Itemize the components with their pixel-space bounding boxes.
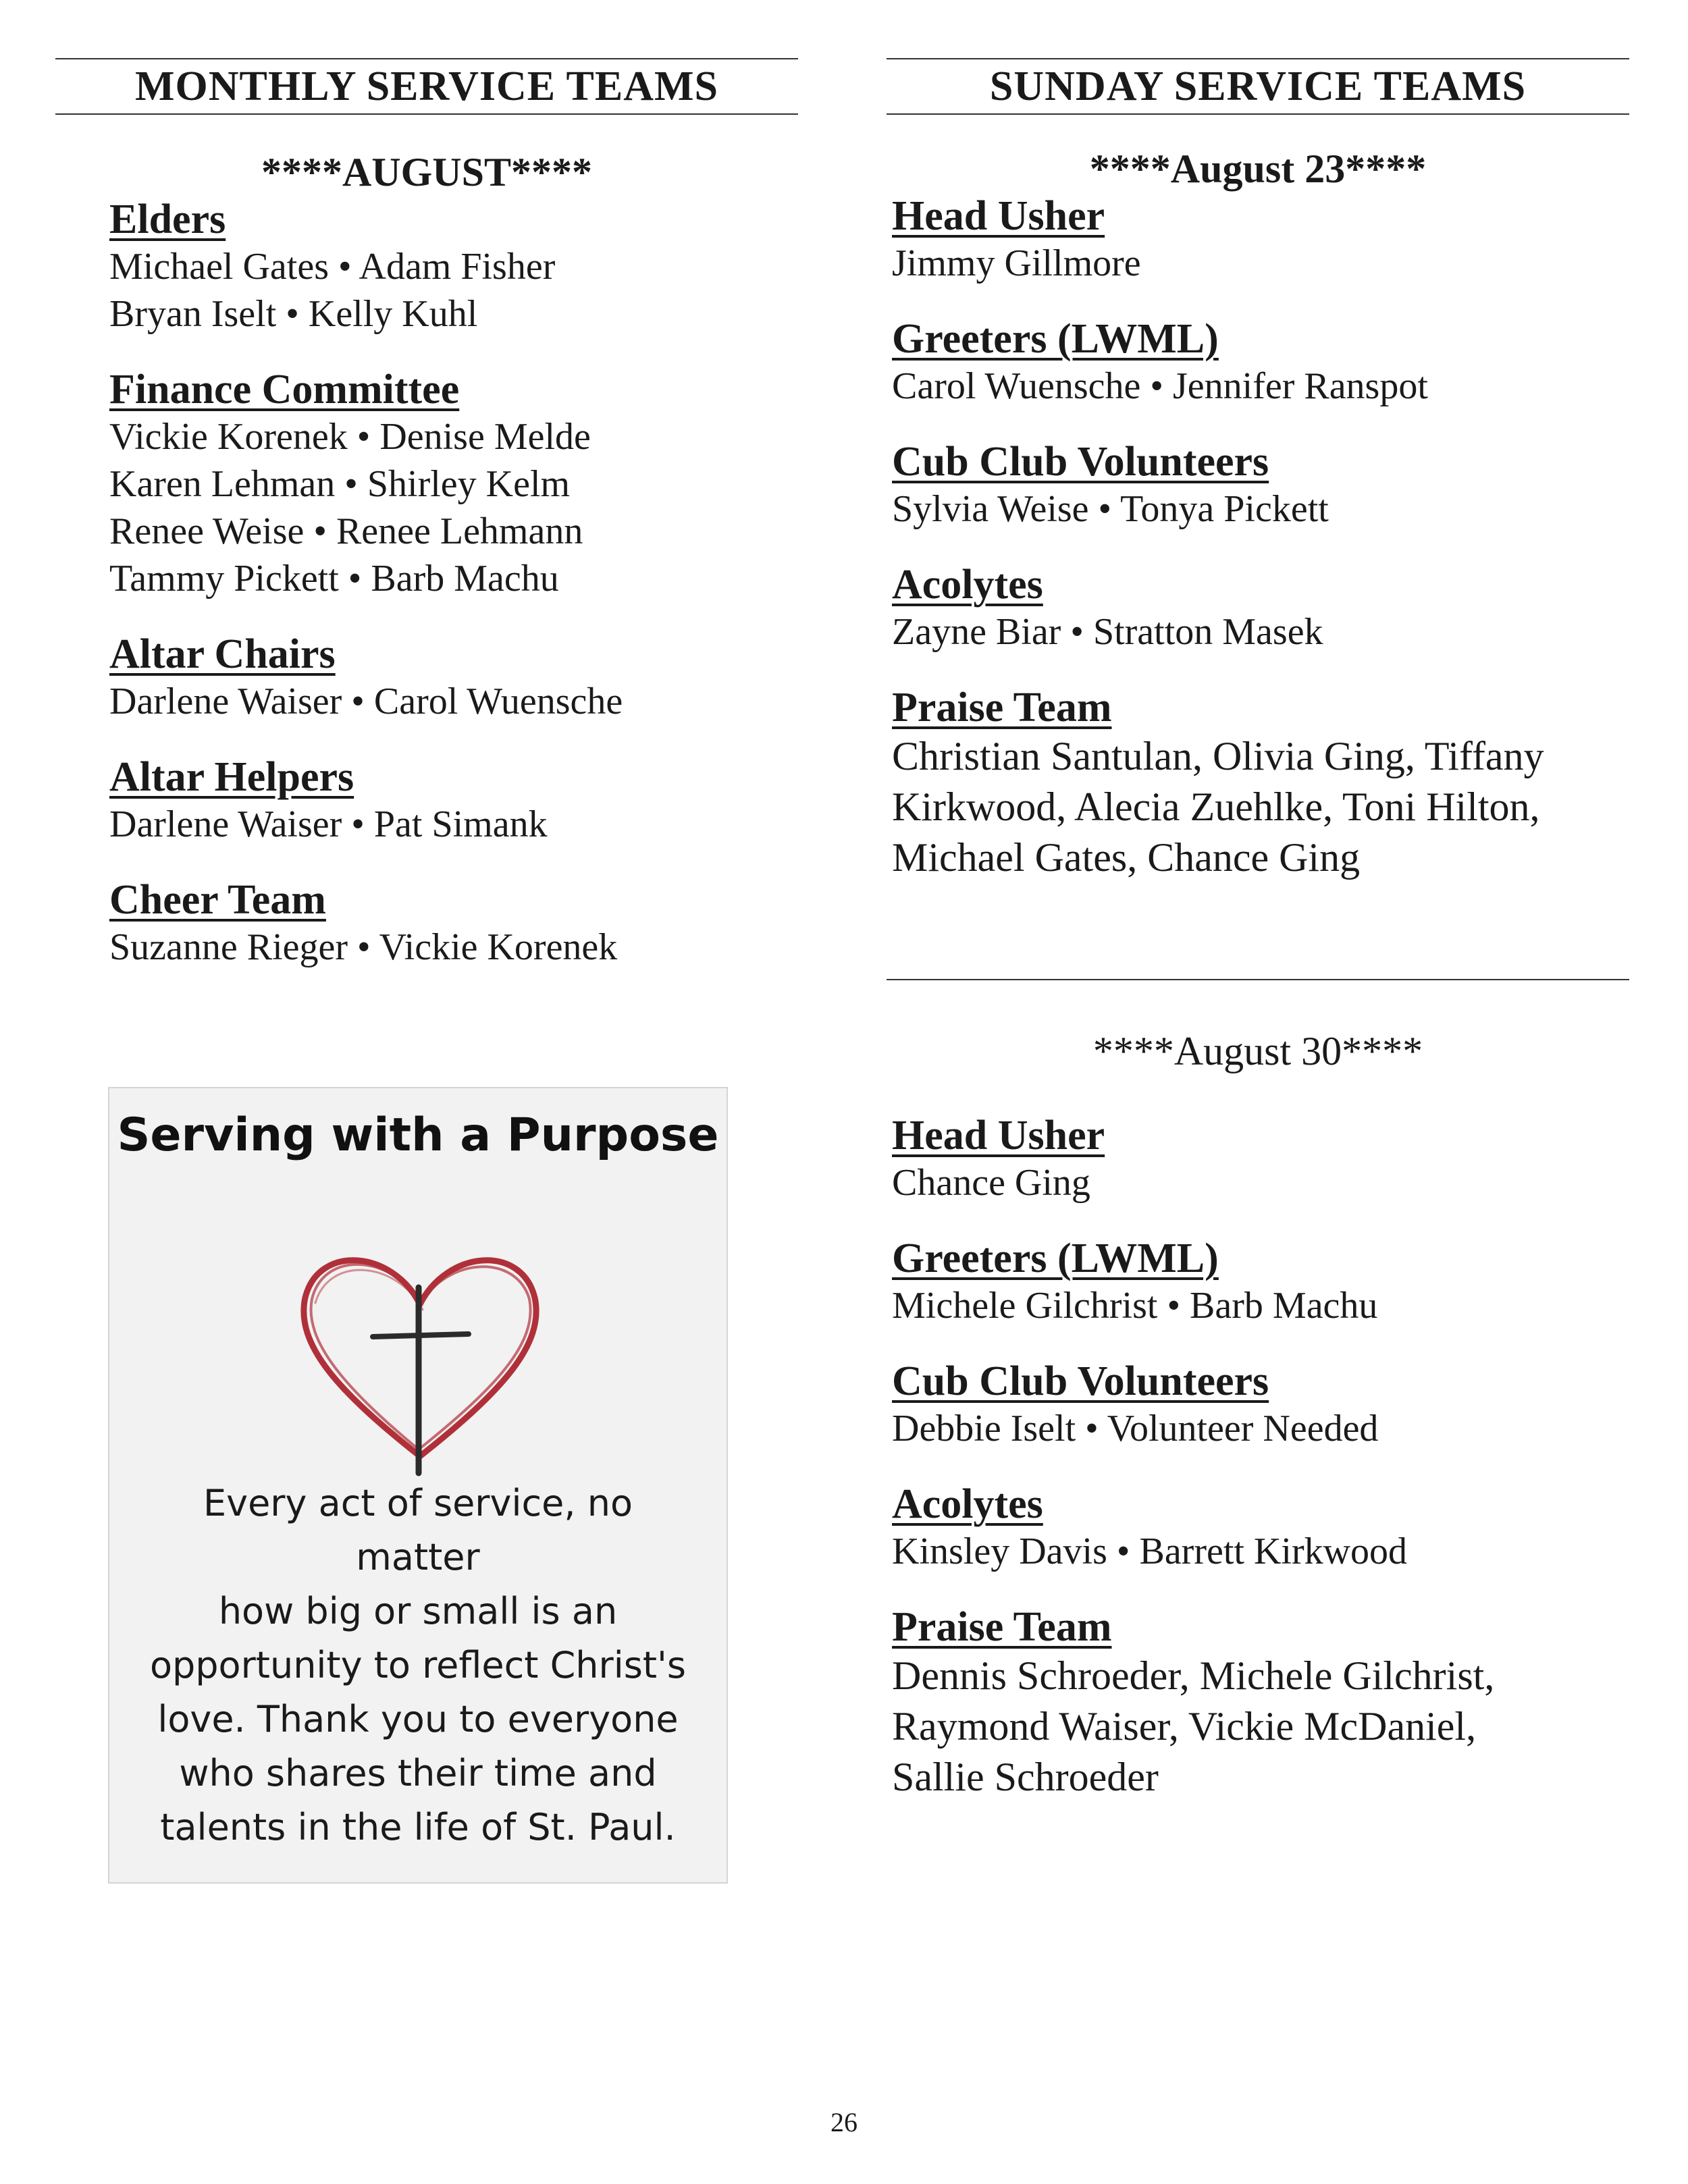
- page-number: 26: [830, 2107, 858, 2137]
- week-date-label: ****August 30****: [1092, 1029, 1423, 1073]
- team-title: Cheer Team: [109, 877, 326, 923]
- team-member-line: Sylvia Weise • Tonya Pickett: [892, 488, 1329, 530]
- purpose-text-line: Every act of service, no matter: [203, 1482, 633, 1578]
- team-title: Acolytes: [892, 562, 1043, 608]
- team-altar-helpers: [109, 753, 798, 848]
- team-praise-team: [892, 1603, 1629, 1803]
- team-cub-club-volunteers: [892, 438, 1629, 533]
- team-title: Praise Team: [892, 685, 1112, 730]
- monthly-title: MONTHLY SERVICE TEAMS: [134, 63, 719, 109]
- team-member-line: Vickie Korenek • Denise Melde: [109, 416, 591, 458]
- team-member-line: Raymond Waiser, Vickie McDaniel,: [892, 1704, 1477, 1749]
- team-acolytes: [892, 561, 1629, 656]
- team-member-line: Dennis Schroeder, Michele Gilchrist,: [892, 1653, 1495, 1698]
- team-member-line: Chance Ging: [892, 1162, 1090, 1204]
- team-title: Head Usher: [892, 1113, 1105, 1158]
- purpose-text-line: love. Thank you to everyone: [157, 1698, 679, 1740]
- team-member-line: Zayne Biar • Stratton Masek: [892, 611, 1323, 653]
- team-acolytes: [892, 1481, 1629, 1575]
- team-member-line: Darlene Waiser • Carol Wuensche: [109, 681, 623, 722]
- purpose-text: [136, 1476, 700, 1855]
- team-member-line: Carol Wuensche • Jennifer Ranspot: [892, 365, 1428, 407]
- team-head-usher: [892, 192, 1629, 287]
- team-cub-club-volunteers: [892, 1358, 1629, 1452]
- team-member-line: Suzanne Rieger • Vickie Korenek: [109, 926, 618, 968]
- team-member-line: Sallie Schroeder: [892, 1755, 1159, 1799]
- team-elders: [109, 196, 798, 338]
- team-finance-committee: [109, 366, 798, 602]
- team-title: Praise Team: [892, 1604, 1112, 1650]
- team-member-line: Renee Weise • Renee Lehmann: [109, 510, 583, 552]
- purpose-title: Serving with a Purpose: [117, 1109, 719, 1162]
- week-august-23: [887, 145, 1629, 883]
- team-member-line: Tammy Pickett • Barb Machu: [109, 558, 559, 600]
- team-member-line: Michael Gates, Chance Ging: [892, 835, 1361, 880]
- monthly-column: [55, 0, 798, 999]
- purpose-text-line: who shares their time and: [179, 1752, 657, 1794]
- team-title: Head Usher: [892, 193, 1105, 239]
- team-member-line: Debbie Iselt • Volunteer Needed: [892, 1408, 1379, 1449]
- team-greeters: [892, 315, 1629, 410]
- team-praise-team: [892, 684, 1629, 883]
- team-member-line: Bryan Iselt • Kelly Kuhl: [109, 293, 478, 335]
- team-member-line: Christian Santulan, Olivia Ging, Tiffany: [892, 734, 1544, 778]
- sunday-title: SUNDAY SERVICE TEAMS: [989, 63, 1527, 109]
- team-head-usher: [892, 1112, 1629, 1206]
- team-title: Elders: [109, 196, 226, 242]
- team-member-line: Kirkwood, Alecia Zuehlke, Toni Hilton,: [892, 784, 1540, 829]
- team-title: Greeters (LWML): [892, 316, 1219, 362]
- purpose-text-line: how big or small is an: [218, 1590, 618, 1632]
- team-cheer-team: [109, 876, 798, 971]
- purpose-text-line: opportunity to reflect Christ's: [149, 1644, 687, 1686]
- week-date-label: ****August 23****: [1089, 147, 1427, 191]
- team-title: Acolytes: [892, 1481, 1043, 1527]
- team-title: Finance Committee: [109, 367, 460, 412]
- team-member-line: Karen Lehman • Shirley Kelm: [109, 463, 571, 505]
- team-title: Altar Chairs: [109, 631, 336, 677]
- team-greeters: [892, 1235, 1629, 1329]
- serving-with-purpose-box: [108, 1087, 728, 1884]
- team-title: Cub Club Volunteers: [892, 1358, 1269, 1404]
- team-altar-chairs: [109, 631, 798, 725]
- team-member-line: Jimmy Gillmore: [892, 242, 1141, 284]
- team-title: Cub Club Volunteers: [892, 439, 1269, 485]
- purpose-text-line: talents in the life of St. Paul.: [160, 1806, 676, 1848]
- team-member-line: Darlene Waiser • Pat Simank: [109, 803, 548, 845]
- team-member-line: Michael Gates • Adam Fisher: [109, 246, 556, 288]
- month-label: ****AUGUST****: [261, 150, 593, 194]
- week-august-30: [887, 1028, 1629, 1803]
- team-title: Altar Helpers: [109, 754, 354, 800]
- heart-cross-icon: [292, 1223, 548, 1480]
- team-member-line: Michele Gilchrist • Barb Machu: [892, 1285, 1378, 1327]
- team-member-line: Kinsley Davis • Barrett Kirkwood: [892, 1530, 1408, 1572]
- sunday-column: [887, 0, 1629, 1831]
- team-title: Greeters (LWML): [892, 1235, 1219, 1281]
